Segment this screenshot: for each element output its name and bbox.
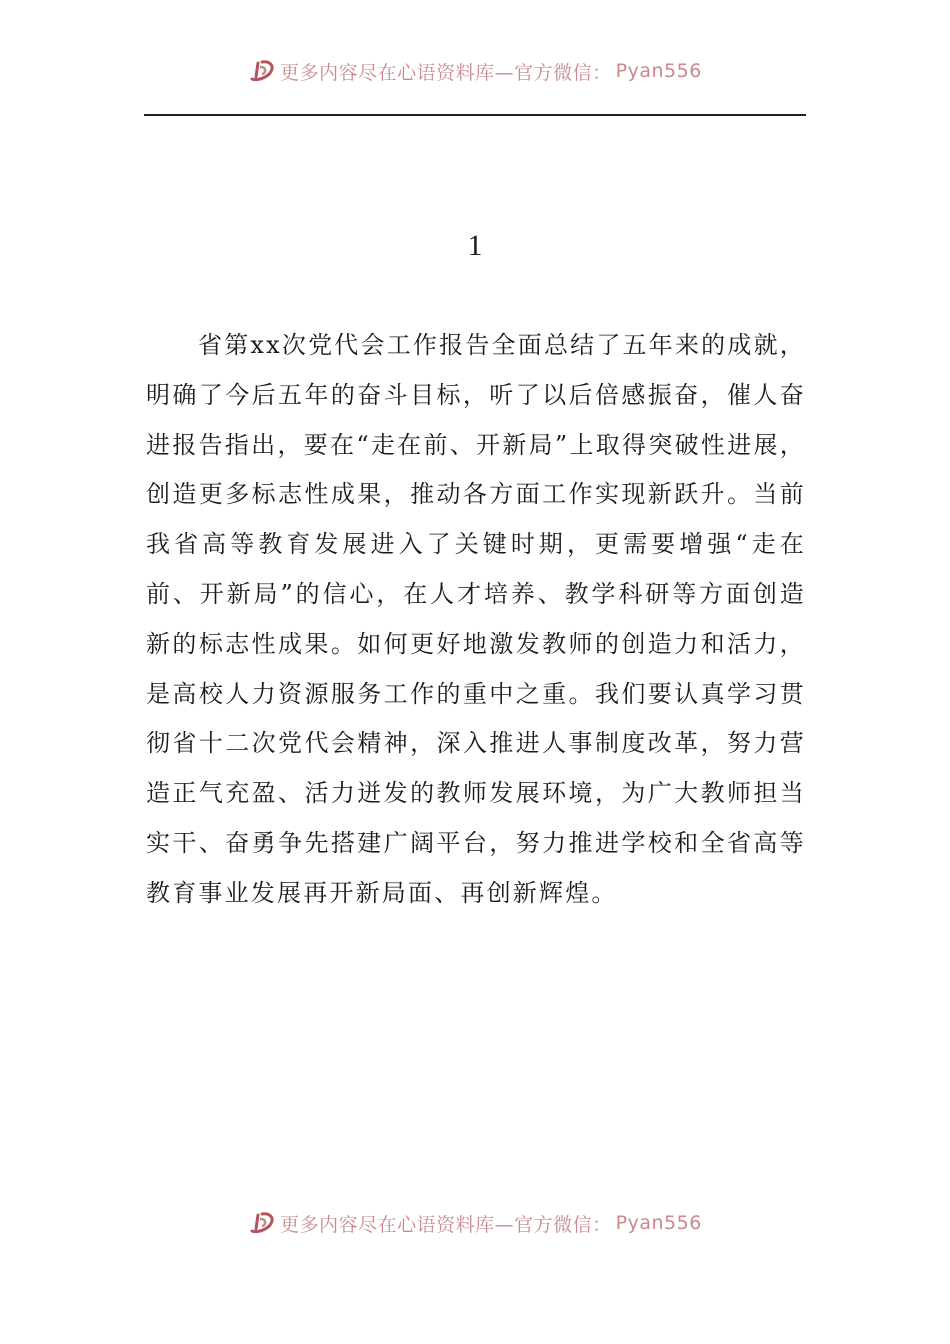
footer-watermark <box>0 1210 950 1236</box>
header-watermark <box>0 58 950 84</box>
body-paragraph: 省第xx次党代会工作报告全面总结了五年来的成就，明确了今后五年的奋斗目标，听了以后倍感振奋，催人奋进报告指出，要在“走在前、开新局”上取得突破性进展，创造更多标志性成果，推动各方面工作实现新跃升。当前我省高等教育发展进入了关键时期，更需要增强“走在前、开新局”的信心，在人才培养、教学科研等方面创造新的标志性成果。如何更好地激发教师的创造力和活力，是高校人力资源服务工作的重中之重。我们要认真学习贯彻省十二次党代会精神，深入推进人事制度改革，努力营造正气充盈、活力迸发的教师发展环境，为广大教师担当实干、奋勇争先搭建广阔平台，努力推进学校和全省高等教育事业发展再开新局面、再创新辉煌。 <box>146 331 806 907</box>
brand-logo-icon <box>248 1211 276 1235</box>
watermark-text: 更多内容尽在心语资料库—官方微信： <box>280 1213 612 1236</box>
watermark-handle: Pyan556 <box>615 1212 702 1234</box>
watermark-handle: Pyan556 <box>615 60 702 82</box>
watermark-text: 更多内容尽在心语资料库—官方微信： <box>280 61 612 84</box>
page-number: 1 <box>467 229 483 262</box>
header-divider <box>144 114 806 116</box>
brand-logo-icon <box>248 59 276 83</box>
